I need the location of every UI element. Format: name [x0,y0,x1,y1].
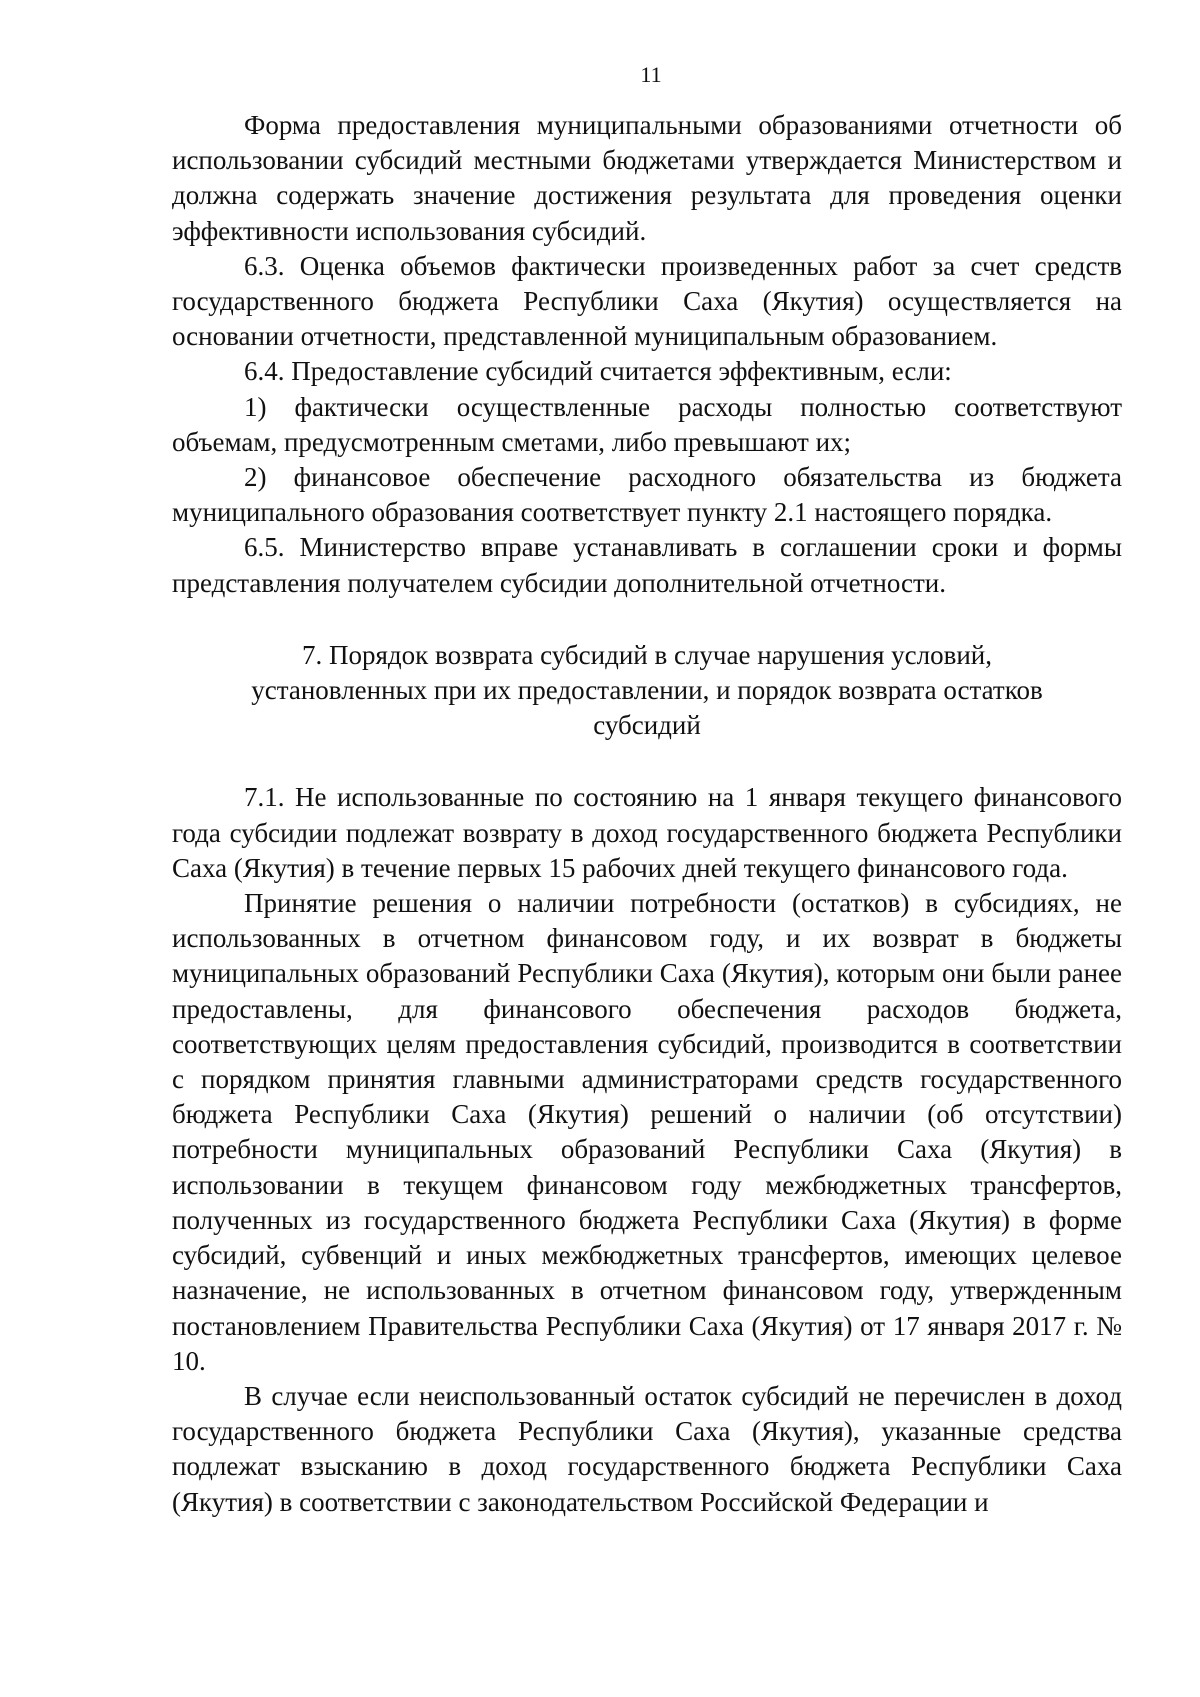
paragraph-6-4-item-1: 1) фактически осуществленные расходы полностью соответствуют объемам, предусмотренным сметами, либо превышают их; [172,391,1122,457]
section-heading-line: 7. Порядок возврата субсидий в случае нарушения условий, [301,639,992,670]
section-heading-7 [172,638,1122,744]
paragraph-unreturned-remainder: В случае если неиспользованный остаток субсидий не перечислен в доход государственного бюджета Республики Саха (Якутия), указанные средства подлежат взысканию в доход государственного бюджета Республики Саха (Якутия) в соответствии с законодательством Российской Федерации и [172,1380,1122,1517]
paragraph-remainder-decision: Принятие решения о наличии потребности (остатков) в субсидиях, не использованных в отчетном финансовом году, и их возврат в бюджеты муниципальных образований Республики Саха (Якутия), которым они были ранее предоставлены, для финансового обеспечения расходов бюджета, соответствующих целям предоставления субсидий, производится в соответствии с порядком принятия главными администраторами средств государственного бюджета Республики Саха (Якутия) решений о наличии (об отсутствии) потребности муниципальных образований Республики Саха (Якутия) в использовании в текущем финансовом году межбюджетных трансфертов, полученных из государственного бюджета Республики Саха (Якутия) в форме субсидий, субвенций и иных межбюджетных трансфертов, имеющих целевое назначение, не использованных в отчетном финансовом году, утвержденным постановлением Правительства Республики Саха (Якутия) от 17 января 2017 г. № 10. [172,888,1122,1376]
paragraph-6-4: 6.4. Предоставление субсидий считается эффективным, если: [244,356,952,387]
paragraph-report-form: Форма предоставления муниципальными образованиями отчетности об использовании субсидий местными бюджетами утверждается Министерством и должна содержать значение достижения результата для проведения оценки эффективности использования субсидий. [172,110,1122,246]
paragraph-7-1: 7.1. Не использованные по состоянию на 1 января текущего финансового года субсидии подлежат возврату в доход государственного бюджета Республики Саха (Якутия) в течение первых 15 рабочих дней текущего финансового года. [172,782,1122,883]
paragraph-6-3: 6.3. Оценка объемов фактически произведенных работ за счет средств государственного бюджета Республики Саха (Якутия) осуществляется на основании отчетности, представленной муниципальным образованием. [172,250,1122,352]
section-heading-line: субсидий [593,710,701,741]
paragraph-6-4-item-2: 2) финансовое обеспечение расходного обязательства из бюджета муниципального образования соответствует пункту 2.1 настоящего порядка. [172,462,1122,528]
page-number: 11 [640,62,662,87]
paragraph-6-5: 6.5. Министерство вправе устанавливать в соглашении сроки и формы представления получателем субсидии дополнительной отчетности. [172,532,1122,598]
section-heading-line: установленных при их предоставлении, и порядок возврата остатков [251,675,1043,706]
